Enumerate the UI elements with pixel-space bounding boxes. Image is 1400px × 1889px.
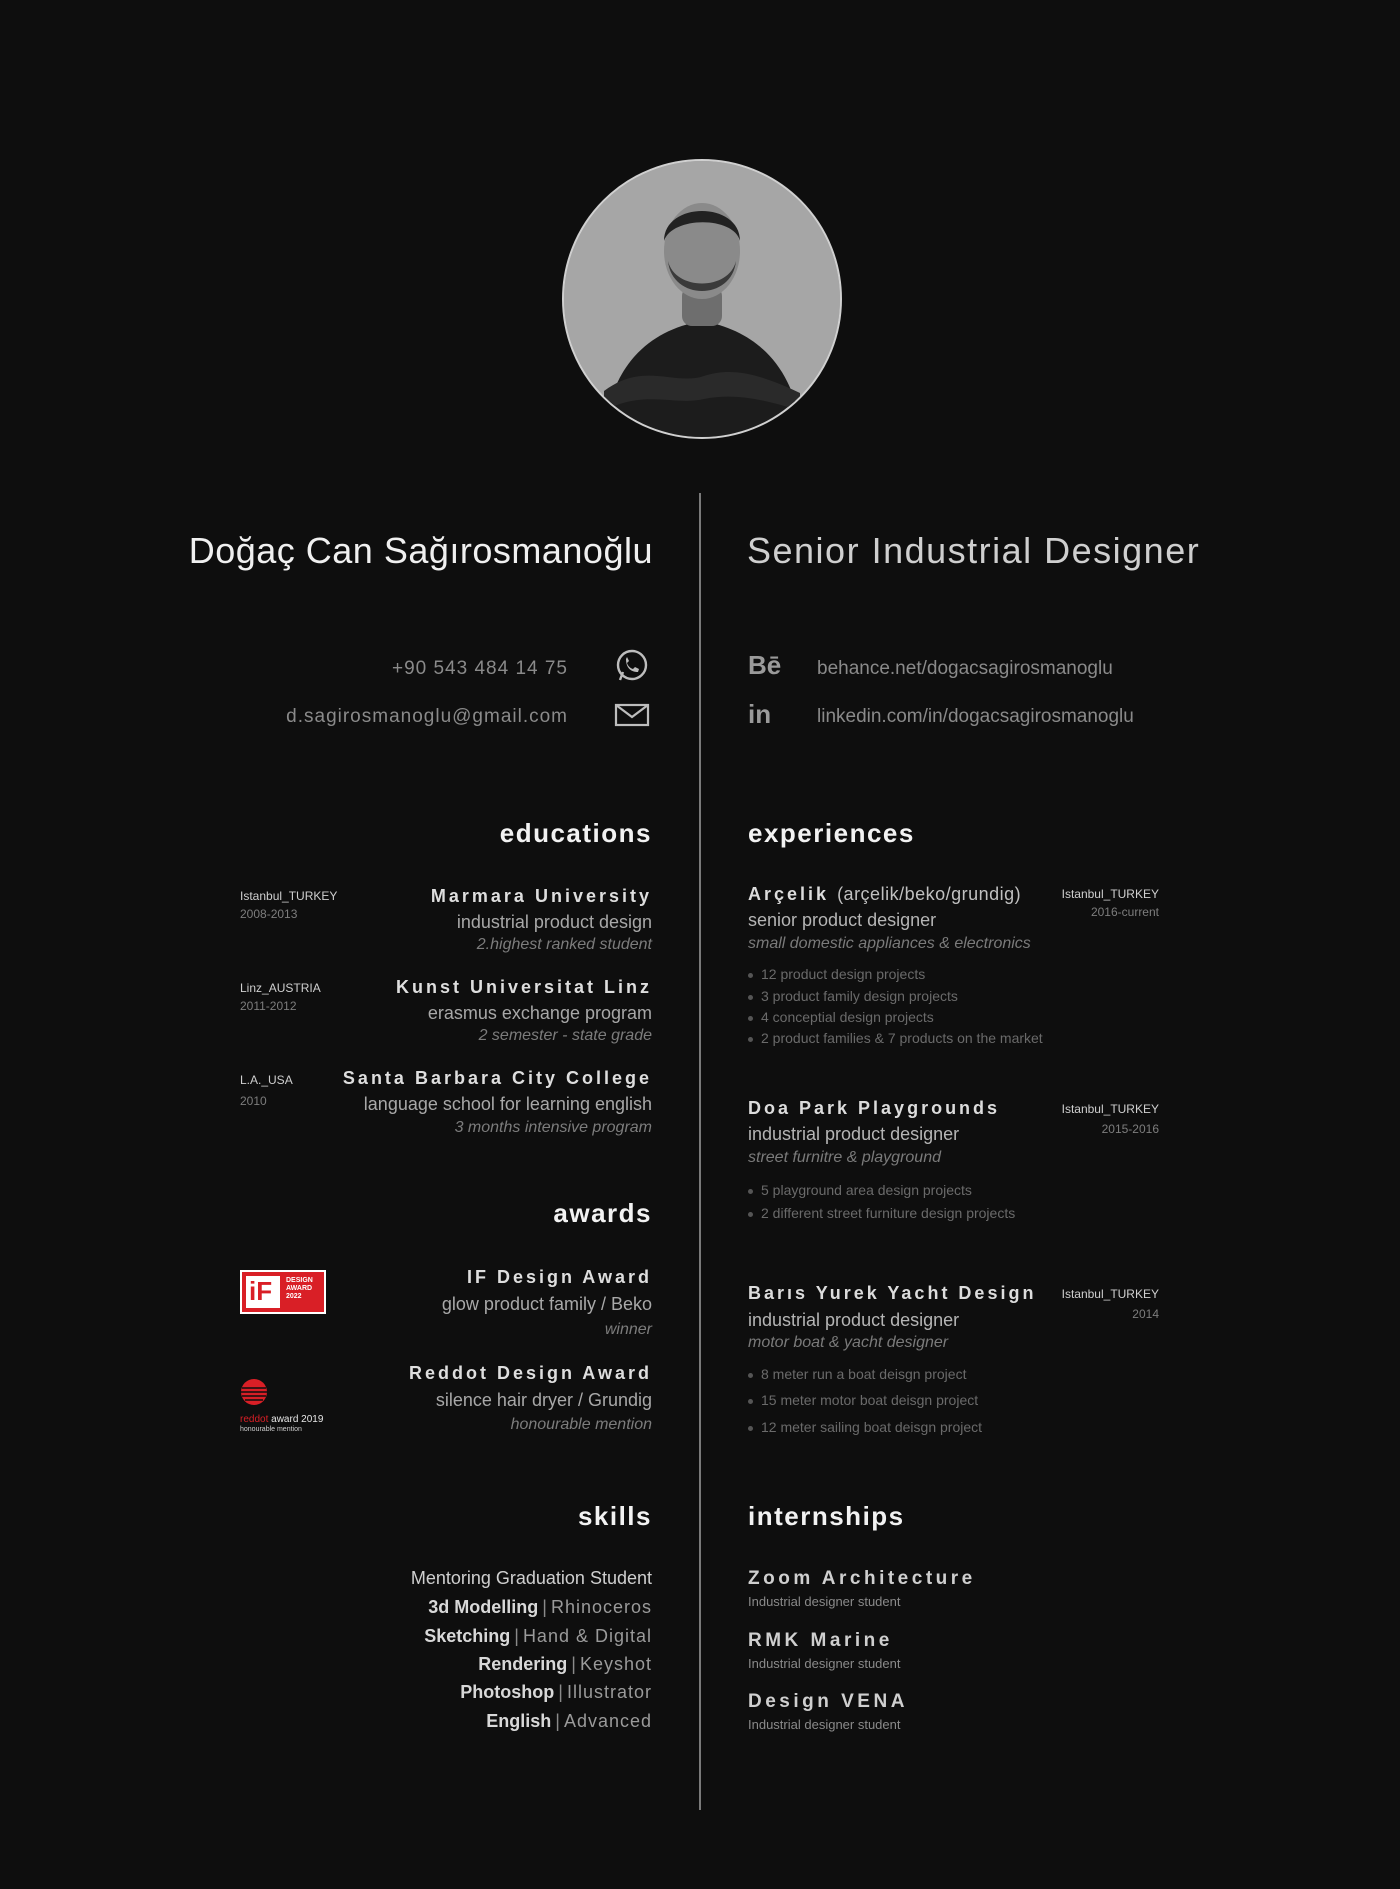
award-result: winner: [604, 1321, 652, 1338]
award-name: IF Design Award: [466, 1267, 652, 1287]
job-title: Senior Industrial Designer: [747, 530, 1201, 571]
experience-location: Istanbul_TURKEY: [1061, 1287, 1159, 1301]
education-years: 2011-2012: [240, 999, 297, 1013]
experience-bullet: 8 meter run a boat deisgn project: [748, 1366, 966, 1382]
experience-years: 2014: [1132, 1307, 1159, 1321]
linkedin-link[interactable]: linkedin.com/in/dogacsagirosmanoglu: [817, 706, 1134, 727]
experience-years: 2016-current: [1090, 905, 1159, 919]
education-location: L.A._USA: [240, 1073, 293, 1087]
skill-item: 3d Modelling | Rhinoceros: [428, 1597, 652, 1617]
if-logo-text: DESIGN AWARD 2022: [286, 1277, 313, 1300]
education-years: 2010: [240, 1094, 267, 1108]
experience-description: street furnitre & playground: [748, 1149, 941, 1166]
skills-heading: skills: [577, 1501, 652, 1531]
experiences-heading: experiences: [748, 818, 915, 848]
experience-bullet: 12 meter sailing boat deisgn project: [748, 1419, 982, 1435]
award-product: glow product family / Beko: [441, 1294, 652, 1314]
education-program: language school for learning english: [363, 1094, 652, 1114]
linkedin-icon[interactable]: in: [748, 699, 772, 729]
education-location: Linz_AUSTRIA: [240, 981, 321, 995]
education-program: industrial product design: [456, 912, 652, 932]
phone-number[interactable]: +90 543 484 14 75: [391, 658, 568, 679]
experience-bullet: 3 product family design projects: [748, 988, 958, 1004]
education-note: 2 semester - state grade: [478, 1027, 652, 1044]
center-divider: [699, 493, 701, 1810]
internship-company: Design VENA: [748, 1691, 908, 1712]
education-years: 2008-2013: [240, 907, 298, 921]
portrait-illustration: [564, 161, 840, 437]
experience-description: motor boat & yacht designer: [748, 1334, 949, 1351]
education-note: 3 months intensive program: [454, 1119, 652, 1136]
education-program: erasmus exchange program: [427, 1003, 652, 1023]
experience-role: industrial product designer: [748, 1124, 960, 1144]
whatsapp-icon[interactable]: [614, 648, 650, 684]
award-product: silence hair dryer / Grundig: [435, 1390, 652, 1410]
skill-item: English | Advanced: [486, 1711, 652, 1731]
experience-bullet: 15 meter motor boat deisgn project: [748, 1392, 978, 1408]
behance-link[interactable]: behance.net/dogacsagirosmanoglu: [817, 658, 1113, 679]
behance-icon[interactable]: Bē: [748, 650, 782, 680]
awards-heading: awards: [553, 1198, 652, 1228]
experience-bullet: 2 different street furniture design projects: [748, 1205, 1015, 1221]
experience-bullet: 12 product design projects: [748, 966, 925, 982]
internship-role: Industrial designer student: [748, 1656, 901, 1671]
award-result: honourable mention: [510, 1416, 652, 1433]
if-design-award-logo: [240, 1270, 326, 1314]
profile-photo: [562, 159, 842, 439]
experience-company: Barıs Yurek Yacht Design: [748, 1283, 1037, 1303]
skill-item: Mentoring Graduation Student: [410, 1568, 652, 1588]
experience-company: Doa Park Playgrounds: [748, 1098, 1001, 1118]
reddot-logo-text: reddot award 2019: [240, 1414, 324, 1425]
internship-role: Industrial designer student: [748, 1717, 901, 1732]
award-name: Reddot Design Award: [408, 1363, 652, 1383]
experience-company: Arçelik (arçelik/beko/grundig): [748, 884, 1022, 904]
education-school: Santa Barbara City College: [342, 1068, 652, 1088]
experience-years: 2015-2016: [1101, 1122, 1159, 1136]
experience-role: senior product designer: [748, 910, 937, 930]
reddot-award-logo: [240, 1378, 330, 1434]
education-school: Marmara University: [430, 886, 652, 906]
internship-role: Industrial designer student: [748, 1594, 901, 1609]
skill-item: Rendering | Keyshot: [478, 1654, 652, 1674]
envelope-icon[interactable]: [614, 697, 650, 733]
skill-item: Photoshop | Illustrator: [460, 1682, 652, 1702]
experience-bullet: 2 product families & 7 products on the market: [748, 1030, 1043, 1046]
educations-heading: educations: [499, 818, 652, 848]
education-note: 2.highest ranked student: [476, 936, 652, 953]
if-mark: iF: [246, 1276, 280, 1308]
internship-company: RMK Marine: [748, 1630, 893, 1651]
reddot-logo-subtext: honourable mention: [240, 1426, 302, 1433]
experience-description: small domestic appliances & electronics: [748, 935, 1031, 952]
experience-bullet: 4 conceptial design projects: [748, 1009, 934, 1025]
experience-location: Istanbul_TURKEY: [1061, 887, 1159, 901]
internships-heading: internships: [748, 1501, 905, 1531]
education-school: Kunst Universitat Linz: [395, 977, 652, 997]
experience-role: industrial product designer: [748, 1310, 960, 1330]
experience-bullet: 5 playground area design projects: [748, 1182, 972, 1198]
education-location: Istanbul_TURKEY: [240, 889, 338, 903]
experience-location: Istanbul_TURKEY: [1061, 1102, 1159, 1116]
reddot-icon: [240, 1378, 268, 1406]
skill-item: Sketching | Hand & Digital: [424, 1626, 652, 1646]
email-address[interactable]: d.sagirosmanoglu@gmail.com: [286, 706, 568, 727]
person-name: Doğaç Can Sağırosmanoğlu: [188, 530, 653, 571]
internship-company: Zoom Architecture: [748, 1568, 976, 1589]
